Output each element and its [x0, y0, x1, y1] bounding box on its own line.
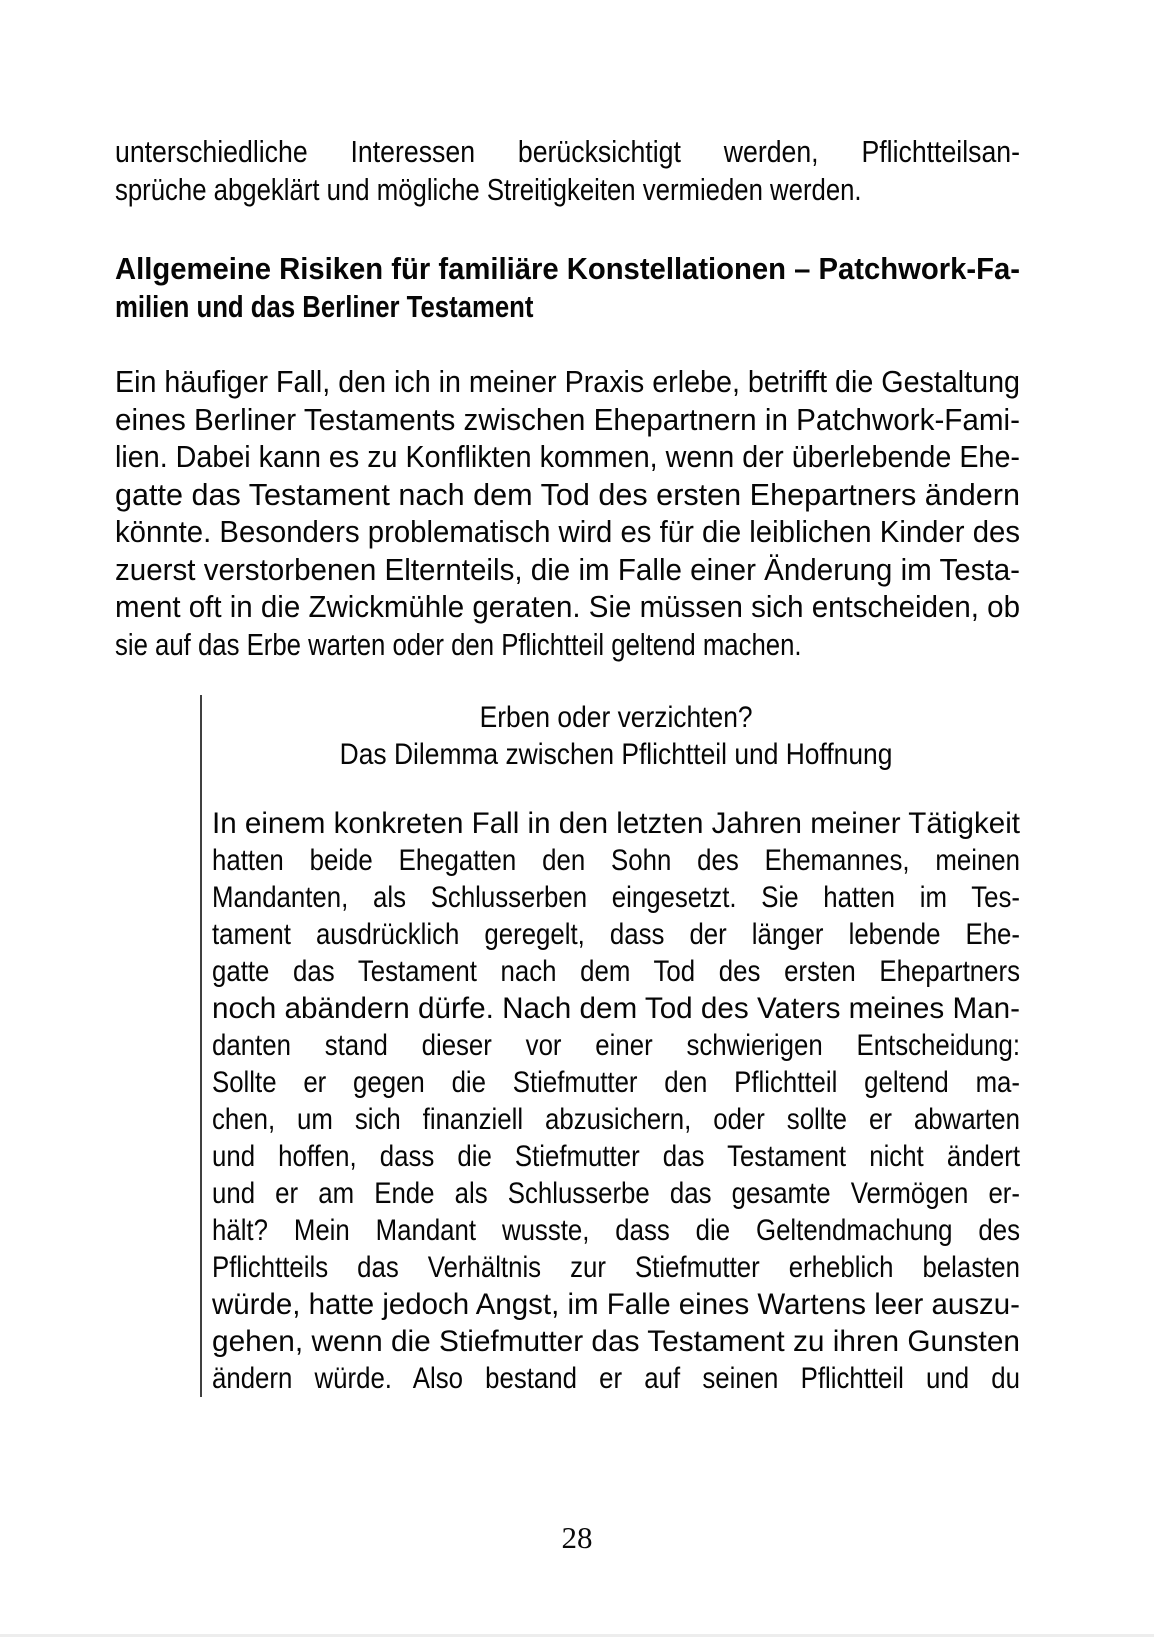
paragraph-intro — [115, 133, 1020, 208]
text-line: gatte das Testament nach dem Tod des ersten Ehepartners ändern — [115, 476, 1020, 512]
quote-line: danten stand dieser vor einer schwierigen Entscheidung: — [212, 1029, 1021, 1062]
paragraph-case — [115, 363, 1020, 663]
quote-line: ändern würde. Also bestand er auf seinen Pflichtteil und du — [212, 1362, 1020, 1395]
quote-line: und hoffen, dass die Stiefmutter das Testament nicht ändert — [212, 1140, 1021, 1173]
text-line: lien. Dabei kann es zu Konflikten kommen, wenn der überlebende Ehe- — [115, 439, 1020, 474]
quote-line: chen, um sich finanziell abzusichern, oder sollte er abwarten — [212, 1103, 1020, 1136]
page-content — [115, 0, 1020, 1397]
section-heading — [115, 250, 1020, 325]
text-line: eines Berliner Testaments zwischen Ehepartnern in Patchwork-Fami- — [115, 401, 1020, 437]
text-line: könnte. Besonders problematisch wird es für die leiblichen Kinder des — [115, 514, 1020, 549]
text-line: unterschiedliche Interessen berücksichtigt werden, Pflichtteilsan- — [115, 134, 1021, 169]
page-number: 28 — [561, 1520, 593, 1555]
quote-line: In einem konkreten Fall in den letzten Jahren meiner Tätigkeit — [212, 807, 1020, 840]
heading-line: milien und das Berliner Testament — [115, 288, 534, 324]
quote-line: Sollte er gegen die Stiefmutter den Pflichtteil geltend ma- — [212, 1066, 1020, 1099]
text-line: Ein häufiger Fall, den ich in meiner Praxis erlebe, betrifft die Gestaltung — [115, 364, 1020, 399]
blockquote-title — [212, 699, 1020, 773]
blockquote-body — [212, 805, 1020, 1397]
quote-line: hält? Mein Mandant wusste, dass die Geltendmachung des — [212, 1214, 1020, 1247]
text-line: ment oft in die Zwickmühle geraten. Sie müssen sich entscheiden, ob — [115, 589, 1020, 624]
blockquote — [200, 695, 1020, 1397]
text-line: sprüche abgeklärt und mögliche Streitigkeiten vermieden werden. — [115, 171, 862, 207]
quote-title-line: Das Dilemma zwischen Pflichtteil und Hoffnung — [339, 738, 893, 771]
quote-line: gehen, wenn die Stiefmutter das Testament zu ihren Gunsten — [212, 1325, 1020, 1358]
quote-line: und er am Ende als Schlusserbe das gesamte Vermögen er- — [212, 1177, 1020, 1210]
quote-title-line: Erben oder verzichten? — [479, 701, 753, 734]
quote-line: würde, hatte jedoch Angst, im Falle eines Wartens leer auszu- — [212, 1288, 1020, 1321]
page-edge-divider — [0, 1634, 1154, 1637]
text-line: sie auf das Erbe warten oder den Pflichtteil geltend machen. — [115, 626, 802, 662]
quote-line: hatten beide Ehegatten den Sohn des Ehemannes, meinen — [212, 844, 1021, 877]
text-line: zuerst verstorbenen Elternteils, die im Falle einer Änderung im Testa- — [115, 551, 1020, 587]
quote-line: tament ausdrücklich geregelt, dass der länger lebende Ehe- — [212, 918, 1020, 951]
quote-line: gatte das Testament nach dem Tod des ersten Ehepartners — [212, 955, 1020, 988]
heading-line: Allgemeine Risiken für familiäre Konstellationen – Patchwork-Fa- — [115, 251, 1020, 286]
quote-line: Pflichtteils das Verhältnis zur Stiefmutter erheblich belasten — [212, 1251, 1021, 1284]
quote-line: Mandanten, als Schlusserben eingesetzt. Sie hatten im Tes- — [212, 881, 1020, 914]
quote-line: noch abändern dürfe. Nach dem Tod des Vaters meines Man- — [212, 992, 1020, 1025]
